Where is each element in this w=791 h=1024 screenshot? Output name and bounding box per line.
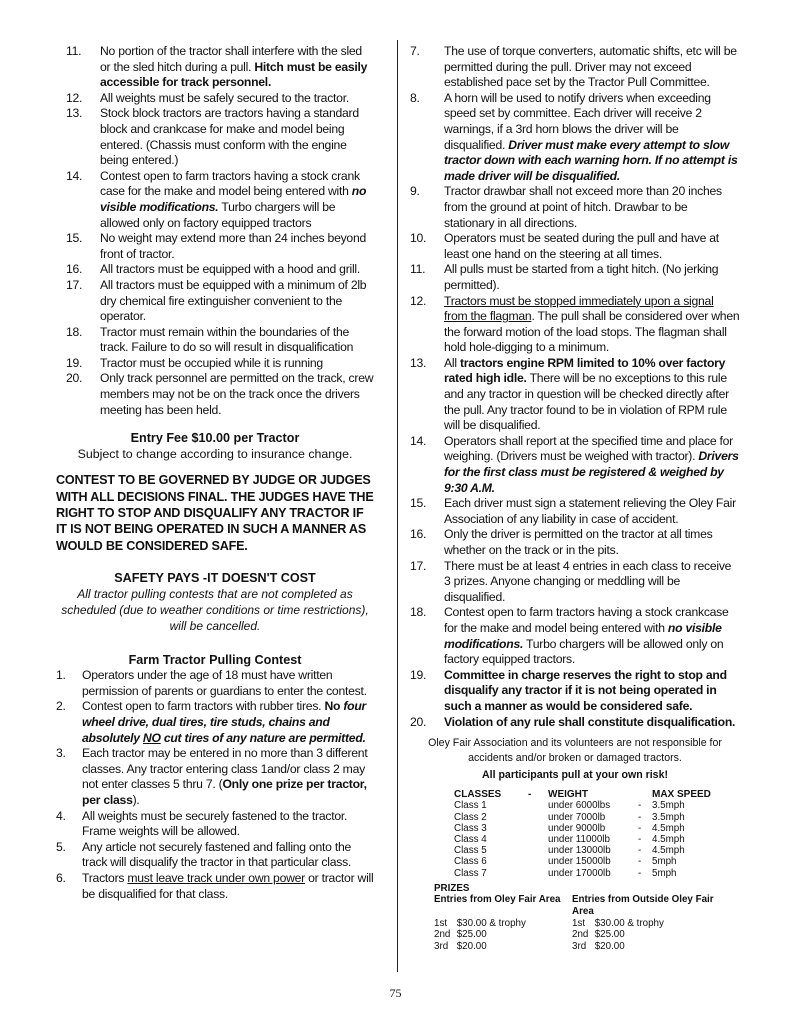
rule-text xyxy=(444,496,740,527)
rule-item xyxy=(410,356,740,434)
rule-text-run: Turbo chargers will be allowed only on factory equipped tractors. xyxy=(444,636,724,667)
liability-notice: Oley Fair Association and its volunteers are not responsible for accidents and/or broken or damaged tractors. xyxy=(428,737,722,765)
rule-text xyxy=(100,371,374,418)
rule-text-run: There will be no exceptions to this rule and any tractor in question will be checked directly after the pull. Any tractor found to be in violation of RPM rule will be disqualified. xyxy=(444,371,729,433)
rule-item xyxy=(56,91,374,107)
rule-text-run: No portion of the tractor shall interfere with the sled or the sled hitch during a pull. xyxy=(100,44,362,74)
rule-text xyxy=(444,527,740,558)
prize-place: 1st xyxy=(434,917,448,929)
rule-number: 11. xyxy=(410,262,426,277)
prizes-outside-list xyxy=(572,918,732,953)
rule-item xyxy=(410,668,740,715)
class-name: Class 2 xyxy=(454,811,487,823)
class-name: Class 6 xyxy=(454,856,487,868)
rule-number: 14. xyxy=(410,433,427,448)
rule-number: 12. xyxy=(410,293,427,308)
rule-text xyxy=(100,231,374,262)
rule-text xyxy=(444,262,740,293)
rule-item xyxy=(56,746,374,808)
rule-number: 17. xyxy=(66,277,83,292)
rule-number: 15. xyxy=(66,231,83,246)
rule-text-run: Violation of any rule shall constitute disqualification. xyxy=(444,714,736,729)
rule-text-run: Tractors xyxy=(82,871,128,885)
prizes-grid xyxy=(434,894,740,952)
class-spacer xyxy=(528,856,548,867)
prize-row xyxy=(572,929,732,941)
rule-text xyxy=(100,356,374,372)
column-divider xyxy=(397,40,398,972)
rule-text xyxy=(100,169,374,231)
rule-text-run: Stock block tractors are tractors having a standard block and crankcase for make and model being entered. (Chassis must conform with the engine being entered.) xyxy=(100,106,359,168)
rule-item xyxy=(56,371,374,418)
header-spacer xyxy=(638,789,652,800)
rule-item xyxy=(410,184,740,231)
rule-item xyxy=(56,169,374,231)
rule-item xyxy=(56,840,374,871)
rule-number: 13. xyxy=(410,355,427,370)
rule-text xyxy=(100,44,374,91)
class-spacer xyxy=(528,834,548,845)
rule-text-run: Contest open to farm tractors having a stock crankcase for the make and model being entered with xyxy=(444,605,729,635)
prize-amount: $20.00 xyxy=(454,940,487,952)
left-column xyxy=(56,44,374,902)
class-table xyxy=(454,789,722,879)
class-name: Class 4 xyxy=(454,833,487,845)
prize-amount: $25.00 xyxy=(592,929,625,941)
class-row xyxy=(454,868,722,879)
rule-number: 20. xyxy=(410,714,427,729)
rule-text xyxy=(444,91,740,185)
prize-place: 2nd xyxy=(434,929,451,941)
prize-amount: $30.00 & trophy xyxy=(592,917,664,929)
class-weight: under 13000lb xyxy=(548,845,611,857)
page-number: 75 xyxy=(389,986,402,1000)
rule-text-run: Tractor drawbar shall not exceed more than 20 inches from the ground at point of hitch. Drawbar to be stationary in all directions. xyxy=(444,184,722,230)
rule-text-run: Any article not securely fastened and falling onto the track will disqualify the tractor in that particular class. xyxy=(82,839,352,870)
prizes-oley-list xyxy=(434,918,572,953)
class-row xyxy=(454,856,722,867)
rule-number: 15. xyxy=(410,496,427,511)
class-table-body xyxy=(454,800,722,878)
class-weight: under 15000lb xyxy=(548,856,611,868)
rule-item xyxy=(410,715,740,731)
rule-text xyxy=(82,809,374,840)
rule-text-run: All tractors must be equipped with a minimum of 2lb dry chemical fire extinguisher convenient to the operator. xyxy=(100,277,367,324)
class-weight: under 7000lb xyxy=(548,811,606,823)
rule-number: 7. xyxy=(410,44,420,58)
rule-number: 18. xyxy=(66,324,83,339)
rule-text-run: Operators under the age of 18 must have written permission of parents or guardians to enter the contest. xyxy=(82,668,367,698)
rule-text-run: Contest open to farm tractors with rubber tires. xyxy=(82,699,325,714)
rule-text-run: Hitch must be easily accessible for track personnel. xyxy=(100,59,368,90)
class-spacer xyxy=(528,823,548,834)
rule-text-run: All tractors must be equipped with a hood and grill. xyxy=(100,262,361,277)
class-spacer xyxy=(528,868,548,879)
prizes-outside-heading: Entries from Outside Oley Fair Area xyxy=(572,894,714,917)
rule-number: 16. xyxy=(66,262,83,277)
rule-text xyxy=(82,699,374,746)
prizes-section xyxy=(434,883,740,953)
prize-row xyxy=(434,929,572,941)
rule-number: 4. xyxy=(56,808,66,823)
rule-text-run: must leave track under own power xyxy=(127,871,305,885)
rule-text-run: No xyxy=(324,699,344,714)
rule-text xyxy=(100,262,374,278)
rule-text-run: There must be at least 4 entries in each class to receive 3 prizes. Anyone changing or meddling will be disqualified. xyxy=(444,558,732,604)
rule-text-run: All xyxy=(444,355,460,370)
rule-item xyxy=(56,278,374,325)
rule-text-run: Driver must make every attempt to slow tractor down with each warning horn. If no attempt is made driver will be disqualified. xyxy=(444,137,738,183)
rule-text xyxy=(82,668,374,699)
class-table-header xyxy=(454,789,722,800)
class-name: Class 3 xyxy=(454,822,487,834)
rule-text-run: cut tires of any nature are permitted. xyxy=(160,730,366,745)
class-name: Class 1 xyxy=(454,800,487,812)
rule-item xyxy=(410,434,740,496)
rule-text xyxy=(100,106,374,168)
rule-text xyxy=(444,184,740,231)
rule-text-run: four wheel drive, dual tires, tire studs, chains and absolutely xyxy=(82,699,367,745)
rule-text-run: Operators must be seated during the pull and have at least one hand on the steering at all times. xyxy=(444,231,719,261)
rule-item xyxy=(410,44,740,91)
prize-place: 1st xyxy=(572,917,586,929)
rule-number: 5. xyxy=(56,839,66,854)
class-dash: - xyxy=(638,811,642,823)
rule-text-run: Tractor must be occupied while it is running xyxy=(100,355,323,370)
contest-statement: CONTEST TO BE GOVERNED BY JUDGE OR JUDGES WITH ALL DECISIONS FINAL. THE JUDGES HAVE THE RIGHT TO STOP AND DISQUALIFY ANY TRACTOR IF IT IS NOT BEING OPERATED IN SUCH A MANNER AS WOULD BE CONSIDERED SAFE. xyxy=(56,473,374,553)
rule-text-run: Committee in charge reserves the right to stop and disqualify any tractor if it is not being operated in such a manner as would be considered safe. xyxy=(444,667,727,713)
rule-number: 19. xyxy=(410,667,427,682)
rule-text-run: Operators shall report at the specified time and place for weighing. (Drivers must be weighed with tractor). xyxy=(444,433,733,464)
class-dash: - xyxy=(638,845,642,857)
prize-amount: $20.00 xyxy=(592,940,625,952)
rule-text xyxy=(444,605,740,667)
prize-amount: $25.00 xyxy=(454,929,487,941)
rule-text xyxy=(444,559,740,606)
rule-number: 3. xyxy=(56,746,66,761)
class-spacer xyxy=(528,800,548,811)
rule-text xyxy=(444,434,740,496)
rule-item xyxy=(410,262,740,293)
rule-text xyxy=(444,294,740,356)
rule-text-run: ). xyxy=(132,793,140,808)
class-row xyxy=(454,812,722,823)
class-dash: - xyxy=(638,833,642,845)
rule-item xyxy=(56,668,374,699)
rule-text-run: Each tractor may be entered in no more than 3 different classes. Any tractor entering class 1and/or class 2 may not enter classes 5 thru 7. ( xyxy=(82,746,368,792)
rule-text xyxy=(444,715,740,731)
rule-item xyxy=(410,527,740,558)
prize-place: 3rd xyxy=(572,940,587,952)
rule-number: 8. xyxy=(410,90,420,105)
class-speed: 5mph xyxy=(652,856,677,868)
prizes-title: PRIZES xyxy=(434,882,470,894)
rule-item xyxy=(56,44,374,91)
rules-list-lower xyxy=(56,668,374,902)
rule-item xyxy=(56,262,374,278)
class-dash: - xyxy=(638,867,642,879)
rule-text-run: Turbo chargers will be allowed only on factory equipped tractors xyxy=(100,199,336,230)
rule-text-run: A horn will be used to notify drivers when exceeding speed set by committee. Each driver will receive 2 warnings, if a 3rd horn blows the driver will be disqualified. xyxy=(444,90,711,152)
rule-text-run: Contest open to farm tractors having a stock crank case for the make and model being entered with xyxy=(100,168,360,199)
prize-place: 3rd xyxy=(434,940,449,952)
class-weight: under 9000lb xyxy=(548,822,606,834)
rule-number: 11. xyxy=(66,44,82,58)
rule-text xyxy=(444,356,740,434)
rule-number: 10. xyxy=(410,231,427,246)
rule-number: 9. xyxy=(410,184,420,199)
rule-text-run: . The pull shall be considered over when the forward motion of the load stops. The flagman shall hold hole-digging to a minimum. xyxy=(444,309,740,355)
class-speed: 4.5mph xyxy=(652,833,685,845)
rule-text-run: NO xyxy=(142,730,161,745)
rule-text xyxy=(82,840,374,871)
rule-text-run: or tractor will be disqualified for that class. xyxy=(82,871,374,901)
class-spacer xyxy=(528,812,548,823)
class-speed: 3.5mph xyxy=(652,800,685,812)
rule-item xyxy=(410,91,740,185)
class-dash: - xyxy=(638,856,642,868)
class-weight: under 6000lbs xyxy=(548,800,611,812)
rule-text-run: Drivers for the first class must be registered & weighed by 9:30 A.M. xyxy=(444,449,739,495)
rule-text-run: All weights must be safely secured to the tractor. xyxy=(100,90,349,105)
prize-row xyxy=(572,941,732,953)
prize-place: 2nd xyxy=(572,929,589,941)
rule-number: 19. xyxy=(66,355,83,370)
rule-number: 17. xyxy=(410,558,427,573)
prize-row xyxy=(572,918,732,930)
class-dash: - xyxy=(638,800,642,812)
rule-text-run: tractors engine RPM limited to 10% over factory rated high idle. xyxy=(444,355,726,386)
class-row xyxy=(454,823,722,834)
risk-notice: All participants pull at your own risk! xyxy=(481,769,668,782)
class-weight: under 11000lb xyxy=(548,833,610,845)
entry-fee-title: Entry Fee $10.00 per Tractor xyxy=(130,431,300,446)
class-speed: 4.5mph xyxy=(652,822,685,834)
rule-item xyxy=(410,605,740,667)
rule-item xyxy=(56,325,374,356)
rule-item xyxy=(56,106,374,168)
rule-number: 6. xyxy=(56,871,66,885)
prize-row xyxy=(434,918,572,930)
class-name: Class 5 xyxy=(454,845,487,857)
rule-text-run: Only one prize per tractor, per class xyxy=(82,777,367,808)
class-spacer xyxy=(528,845,548,856)
rule-number: 18. xyxy=(410,605,427,620)
class-row xyxy=(454,800,722,811)
header-classes: CLASSES xyxy=(454,789,502,801)
prizes-oley-heading: Entries from Oley Fair Area xyxy=(434,894,561,906)
class-speed: 5mph xyxy=(652,867,677,879)
header-weight: WEIGHT xyxy=(548,789,588,801)
rule-text xyxy=(100,91,374,107)
rule-number: 16. xyxy=(410,527,427,542)
rule-text-run: no visible modifications. xyxy=(100,184,367,214)
entry-fee-note: Subject to change according to insurance change. xyxy=(77,447,353,462)
rule-item xyxy=(56,871,374,902)
safety-text: All tractor pulling contests that are not completed as scheduled (due to weather conditions or time restrictions), will be cancelled. xyxy=(61,587,369,634)
rule-item xyxy=(56,356,374,372)
rule-text-run: no visible modifications. xyxy=(444,620,722,651)
class-name: Class 7 xyxy=(454,867,487,879)
right-column xyxy=(410,44,740,952)
prize-amount: $30.00 & trophy xyxy=(454,917,526,929)
rule-number: 20. xyxy=(66,371,83,386)
rules-list-upper xyxy=(56,44,374,418)
rule-text-run: Only the driver is permitted on the tractor at all times whether on the track or in the pits. xyxy=(444,527,713,557)
rule-number: 2. xyxy=(56,699,66,714)
rule-number: 1. xyxy=(56,668,66,683)
rules-list-right xyxy=(410,44,740,730)
class-weight: under 17000lb xyxy=(548,867,611,879)
rule-number: 13. xyxy=(66,106,83,121)
prize-row xyxy=(434,941,572,953)
class-speed: 3.5mph xyxy=(652,811,685,823)
class-speed: 4.5mph xyxy=(652,845,685,857)
rule-text-run: Only track personnel are permitted on the track, crew members may not be on the track once the drivers meeting has been held. xyxy=(100,371,374,417)
rule-number: 12. xyxy=(66,90,83,105)
rule-text xyxy=(100,278,374,325)
class-row xyxy=(454,834,722,845)
class-dash: - xyxy=(638,822,642,834)
farm-tractor-pulling-title: Farm Tractor Pulling Contest xyxy=(128,653,302,668)
rule-item xyxy=(56,809,374,840)
rule-text-run: Each driver must sign a statement relieving the Oley Fair Association of any liability in case of accident. xyxy=(444,496,736,526)
rule-item xyxy=(56,699,374,746)
header-max-speed: MAX SPEED xyxy=(652,789,711,801)
rule-number: 14. xyxy=(66,168,83,183)
rule-text-run: All pulls must be started from a tight hitch. (No jerking permitted). xyxy=(444,262,719,292)
header-dash: - xyxy=(528,789,532,801)
rule-text xyxy=(444,44,740,91)
rule-item xyxy=(410,559,740,606)
rule-text-run: All weights must be securely fastened to the tractor. Frame weights will be allowed. xyxy=(82,808,348,839)
rule-text xyxy=(444,231,740,262)
rule-text xyxy=(82,746,374,808)
rule-text xyxy=(444,668,740,715)
rule-item xyxy=(410,294,740,356)
rule-item xyxy=(56,231,374,262)
rule-text xyxy=(100,325,374,356)
rule-text-run: Tractors must be stopped immediately upon a signal from the flagman xyxy=(444,293,714,324)
rule-text xyxy=(82,871,374,902)
safety-title: SAFETY PAYS -IT DOESN'T COST xyxy=(114,571,316,586)
rule-text-run: The use of torque converters, automatic shifts, etc will be permitted during the pull. Driver may not exceed established pace set by the Tractor Pull Committee. xyxy=(444,44,737,90)
class-row xyxy=(454,845,722,856)
rule-item xyxy=(410,231,740,262)
rule-text-run: Tractor must remain within the boundaries of the track. Failure to do so will result in disqualification xyxy=(100,324,354,355)
rule-text-run: No weight may extend more than 24 inches beyond front of tractor. xyxy=(100,231,367,261)
rule-item xyxy=(410,496,740,527)
